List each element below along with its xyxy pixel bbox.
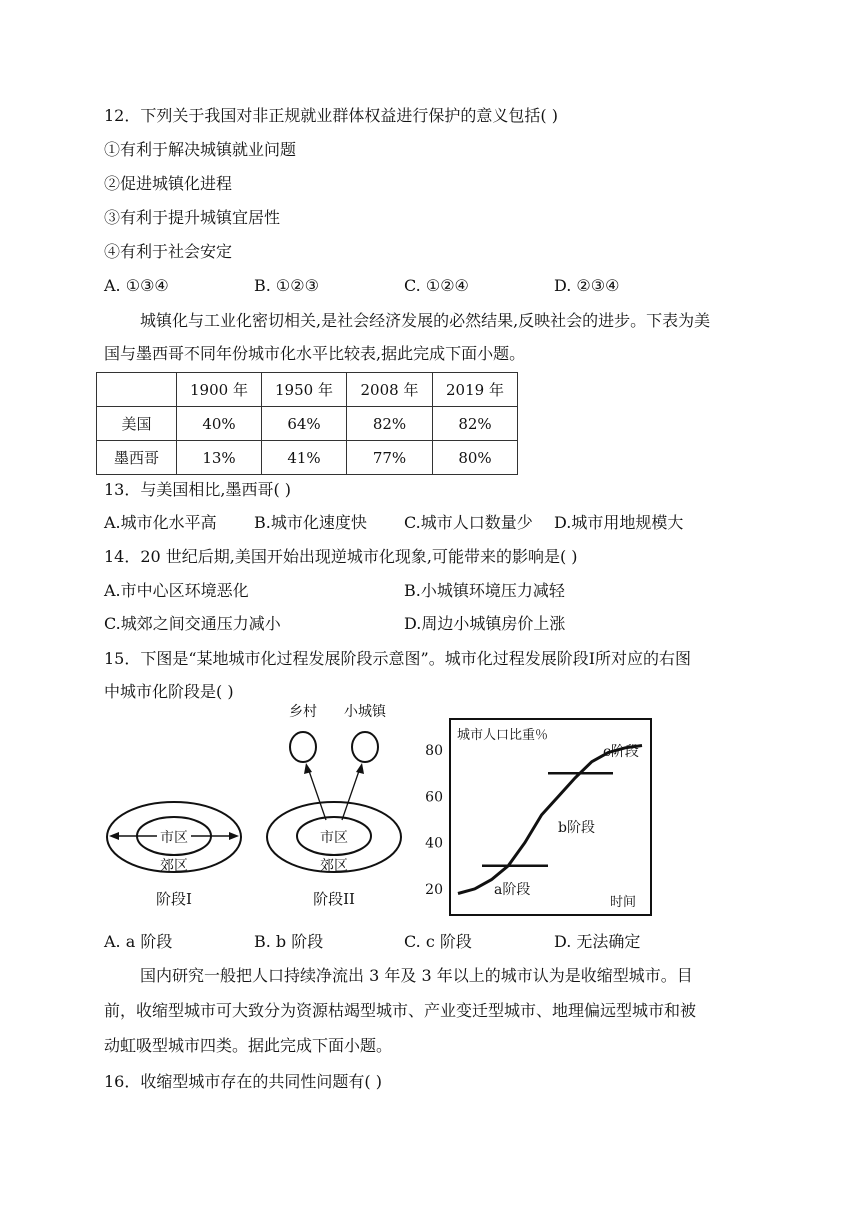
table-header-cell: 1900 年 xyxy=(177,373,262,407)
stage2-diagram xyxy=(264,702,414,910)
series-line xyxy=(458,746,642,894)
q12-option-c: C. ①②④ xyxy=(404,276,469,295)
q12-option-b: B. ①②③ xyxy=(254,276,319,295)
table-cell: 41% xyxy=(262,441,347,475)
q12-item-2: ②促进城镇化进程 xyxy=(104,174,233,193)
table-header-cell xyxy=(97,373,177,407)
q12-option-d: D. ②③④ xyxy=(554,276,620,295)
q12-item-4: ④有利于社会安定 xyxy=(104,242,233,261)
q12-option-a: A. ①③④ xyxy=(104,276,169,295)
annotation-a: a阶段 xyxy=(494,882,531,898)
stage1-diagram xyxy=(102,800,252,910)
urbanization-table xyxy=(96,372,518,475)
table-header-cell: 2019 年 xyxy=(433,373,518,407)
village-label: 乡村 xyxy=(289,704,317,720)
chart-title: 城市人口比重％ xyxy=(457,728,549,743)
table-cell: 82% xyxy=(347,407,433,441)
small-town-label: 小城镇 xyxy=(344,704,386,720)
intro2-line3: 动虹吸型城市四类。据此完成下面小题。 xyxy=(104,1036,393,1055)
y-tick-label: 60 xyxy=(425,789,443,806)
intro1-line1: 城镇化与工业化密切相关,是社会经济发展的必然结果,反映社会的进步。下表为美 xyxy=(140,311,711,330)
table-cell: 美国 xyxy=(97,407,177,441)
stage2-urban-label: 市区 xyxy=(320,830,348,846)
table-header-cell: 2008 年 xyxy=(347,373,433,407)
q13-stem: 13．与美国相比,墨西哥( ) xyxy=(104,480,292,499)
q12-item-3: ③有利于提升城镇宜居性 xyxy=(104,208,281,227)
stage2-suburb-label: 郊区 xyxy=(320,858,348,874)
q14-stem: 14．20 世纪后期,美国开始出现逆城市化现象,可能带来的影响是( ) xyxy=(104,547,578,566)
table-row xyxy=(97,441,518,475)
stage1-suburb-label: 郊区 xyxy=(160,858,188,874)
intro1-line2: 国与墨西哥不同年份城市化水平比较表,据此完成下面小题。 xyxy=(104,344,526,363)
intro2-line1: 国内研究一般把人口持续净流出 3 年及 3 年以上的城市认为是收缩型城市。目 xyxy=(140,966,693,985)
annotation-b: b阶段 xyxy=(558,820,595,836)
y-tick-label: 20 xyxy=(425,881,443,898)
urbanization-curve-chart xyxy=(416,718,656,920)
y-tick-label: 40 xyxy=(425,835,443,852)
q13-option-c: C.城市人口数量少 xyxy=(404,513,533,532)
table-header-cell: 1950 年 xyxy=(262,373,347,407)
q14-option-a: A.市中心区环境恶化 xyxy=(104,581,249,600)
table-cell: 墨西哥 xyxy=(97,441,177,475)
q12-item-1: ①有利于解决城镇就业问题 xyxy=(104,140,297,159)
q14-option-d: D.周边小城镇房价上涨 xyxy=(404,614,566,633)
x-axis-label: 时间 xyxy=(610,895,637,910)
q15-option-a: A. a 阶段 xyxy=(104,932,173,951)
table-cell: 40% xyxy=(177,407,262,441)
table-header-row xyxy=(97,373,518,407)
table-cell: 77% xyxy=(347,441,433,475)
intro2-line2: 前，收缩型城市可大致分为资源枯竭型城市、产业变迁型城市、地理偏远型城市和被 xyxy=(104,1001,697,1020)
q15-option-c: C. c 阶段 xyxy=(404,932,472,951)
table-cell: 64% xyxy=(262,407,347,441)
stage1-caption: 阶段I xyxy=(156,890,192,908)
q15-stem-line1: 15．下图是“某地城市化过程发展阶段示意图”。城市化过程发展阶段Ⅰ所对应的右图 xyxy=(104,649,692,668)
q12-stem: 12．下列关于我国对非正规就业群体权益进行保护的意义包括( ) xyxy=(104,106,558,125)
stage1-urban-label: 市区 xyxy=(160,830,188,846)
q15-stem-line2: 中城市化阶段是( ) xyxy=(104,682,234,701)
table-row xyxy=(97,407,518,441)
q14-option-b: B.小城镇环境压力减轻 xyxy=(404,581,565,600)
q14-option-c: C.城郊之间交通压力减小 xyxy=(104,614,281,633)
stage2-caption: 阶段II xyxy=(313,890,355,908)
q15-option-b: B. b 阶段 xyxy=(254,932,324,951)
q13-option-d: D.城市用地规模大 xyxy=(554,513,684,532)
q13-option-b: B.城市化速度快 xyxy=(254,513,367,532)
y-tick-label: 80 xyxy=(425,743,443,760)
q16-stem: 16．收缩型城市存在的共同性问题有( ) xyxy=(104,1072,382,1091)
table-cell: 80% xyxy=(433,441,518,475)
q15-option-d: D. 无法确定 xyxy=(554,932,641,951)
annotation-c: c阶段 xyxy=(603,744,639,760)
q13-option-a: A.城市化水平高 xyxy=(104,513,217,532)
table-cell: 82% xyxy=(433,407,518,441)
table-cell: 13% xyxy=(177,441,262,475)
